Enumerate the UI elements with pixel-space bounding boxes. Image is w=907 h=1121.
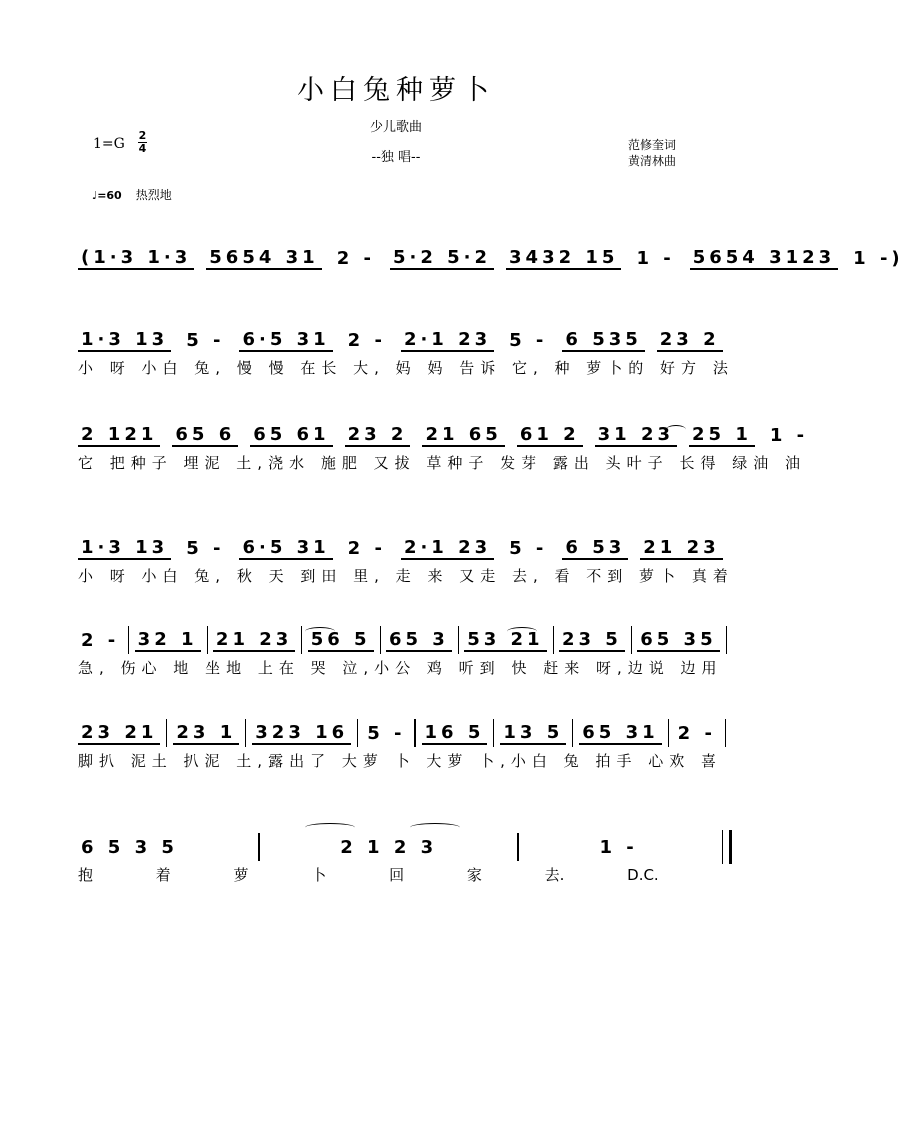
measure: 6 53 bbox=[562, 537, 628, 560]
measure: 65 35 bbox=[637, 629, 719, 652]
measure: 6·5 31 bbox=[239, 329, 332, 352]
measure: 5654 3123 bbox=[690, 247, 838, 270]
notes-row bbox=[78, 625, 732, 655]
measure: 5 - bbox=[186, 329, 225, 351]
measure: 2 121 bbox=[78, 424, 160, 447]
measure: 23 1 bbox=[173, 722, 239, 745]
notes-row bbox=[78, 243, 904, 273]
measure: 23 5 bbox=[559, 629, 625, 652]
notes-row bbox=[78, 325, 732, 355]
measure: 5 - bbox=[367, 722, 406, 744]
measure: 23 2 bbox=[345, 424, 411, 447]
measure: 5 - bbox=[186, 537, 225, 559]
barline bbox=[166, 719, 167, 747]
lyrics-row: 它 把种子 埋泥 土,浇水 施肥 又拔 草种子 发芽 露出 头叶子 长得 绿油 油 bbox=[78, 454, 806, 472]
measure: 2 - bbox=[81, 629, 120, 651]
measure: 3432 15 bbox=[506, 247, 621, 270]
measure: 6 535 bbox=[562, 329, 644, 352]
barline bbox=[572, 719, 573, 747]
measure: 1 - bbox=[769, 424, 809, 446]
measure: 23 2 bbox=[657, 329, 723, 352]
measure: 1 -) bbox=[853, 247, 904, 269]
tie-mark bbox=[666, 425, 686, 434]
measure: 61 2 bbox=[517, 424, 583, 447]
measure: 2 - bbox=[347, 329, 386, 351]
barline bbox=[357, 719, 358, 747]
barline bbox=[414, 719, 415, 747]
lyrics-row: 抱 着 萝 卜 回 家 去. D.C. bbox=[78, 866, 659, 884]
performance-style: --独 唱-- bbox=[371, 150, 421, 165]
measure: 5 - bbox=[509, 537, 548, 559]
notes-row bbox=[78, 832, 732, 862]
final-barline bbox=[722, 830, 732, 864]
measure: 21 23 bbox=[640, 537, 722, 560]
time-signature bbox=[138, 130, 147, 155]
measure: 56 5 bbox=[308, 629, 374, 652]
tie-mark bbox=[305, 823, 355, 832]
expression-text: 热烈地 bbox=[135, 188, 172, 202]
measure: 13 5 bbox=[500, 722, 566, 745]
barline bbox=[725, 719, 726, 747]
measure: 65 3 bbox=[386, 629, 452, 652]
measure: 53 21 bbox=[464, 629, 546, 652]
measure: (1·3 1·3 bbox=[78, 247, 194, 270]
measure: 21 65 bbox=[422, 424, 504, 447]
measure: 1·3 13 bbox=[78, 329, 171, 352]
measure: 5 - bbox=[509, 329, 548, 351]
measure: 25 1 bbox=[689, 424, 755, 447]
meter-bottom: 4 bbox=[138, 142, 147, 155]
tie-mark bbox=[305, 627, 335, 636]
tempo-marking bbox=[92, 186, 172, 203]
lyricist: 范修奎词 bbox=[628, 138, 677, 152]
measure: 1 - bbox=[599, 836, 638, 858]
tie-mark bbox=[507, 627, 537, 636]
barline bbox=[517, 833, 519, 861]
notes-row bbox=[78, 533, 732, 563]
measure: 65 6 bbox=[172, 424, 238, 447]
song-subtitle: 少儿歌曲 bbox=[369, 120, 422, 135]
barline bbox=[258, 833, 260, 861]
measure: 2 - bbox=[347, 537, 386, 559]
composer: 黄清林曲 bbox=[628, 154, 677, 168]
measure: 2 - bbox=[336, 247, 375, 269]
notes-row bbox=[78, 420, 809, 450]
measure: 32 1 bbox=[135, 629, 201, 652]
measure: 323 16 bbox=[252, 722, 351, 745]
measure: 6 5 3 5 bbox=[81, 836, 178, 858]
measure: 1 - bbox=[636, 247, 675, 269]
measure: 31 23 bbox=[595, 424, 677, 447]
barline bbox=[493, 719, 494, 747]
song-title: 小白兔种萝卜 bbox=[297, 75, 495, 106]
measure: 6·5 31 bbox=[239, 537, 332, 560]
measure: 1·3 13 bbox=[78, 537, 171, 560]
measure: 2 1 2 3 bbox=[340, 836, 438, 858]
barline bbox=[245, 719, 246, 747]
measure: 65 61 bbox=[250, 424, 332, 447]
measure: 2·1 23 bbox=[401, 329, 494, 352]
measure: 5654 31 bbox=[206, 247, 321, 270]
barline bbox=[668, 719, 669, 747]
measure: 65 31 bbox=[579, 722, 661, 745]
measure: 16 5 bbox=[422, 722, 488, 745]
credits bbox=[628, 137, 676, 169]
lyrics-row: 脚扒 泥土 扒泥 土,露出了 大萝 卜 大萝 卜,小白 兔 拍手 心欢 喜 bbox=[78, 752, 722, 770]
measure: 2 - bbox=[677, 722, 716, 744]
meter-top: 2 bbox=[138, 129, 147, 142]
notes-row bbox=[78, 718, 732, 748]
tie-mark bbox=[410, 823, 460, 832]
measure: 2·1 23 bbox=[401, 537, 494, 560]
measure: 5·2 5·2 bbox=[390, 247, 494, 270]
tempo-value: ♩=60 bbox=[92, 189, 122, 202]
lyrics-row: 急, 伤心 地 坐地 上在 哭 泣,小公 鸡 听到 快 赶来 呀,边说 边用 bbox=[78, 659, 723, 677]
measure: 21 23 bbox=[213, 629, 295, 652]
lyrics-row: 小 呀 小白 兔, 秋 天 到田 里, 走 来 又走 去, 看 不到 萝卜 真着 bbox=[78, 567, 734, 585]
measure: 23 21 bbox=[78, 722, 160, 745]
key-signature: 1=G bbox=[93, 136, 125, 152]
lyrics-row: 小 呀 小白 兔, 慢 慢 在长 大, 妈 妈 告诉 它, 种 萝卜的 好方 法 bbox=[78, 359, 734, 377]
